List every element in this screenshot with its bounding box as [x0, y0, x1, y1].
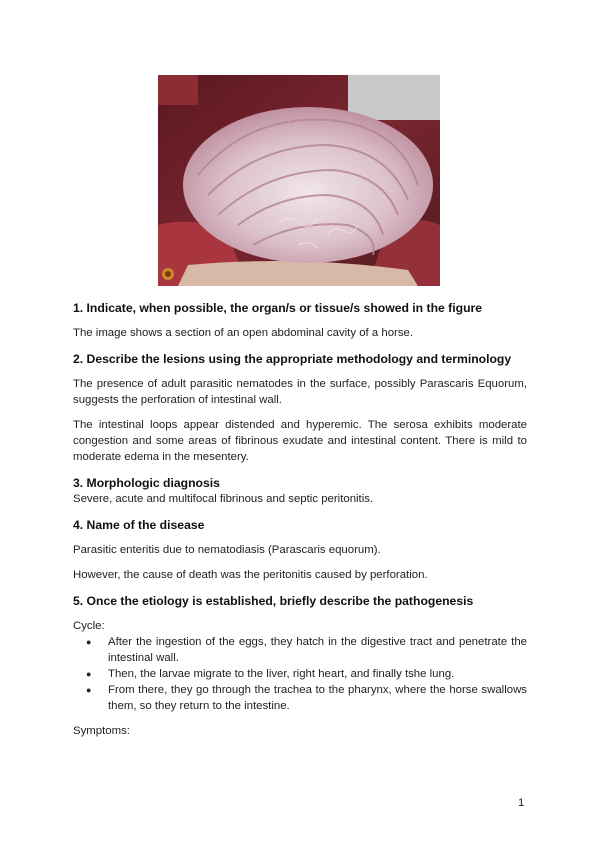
heading-lesions: 2. Describe the lesions using the appropriate methodology and terminology [73, 352, 512, 366]
disease-name-text: Parasitic enteritis due to nematodiasis (Parascaris equorum). [73, 544, 381, 556]
morphologic-diagnosis-text: Severe, acute and multifocal fibrinous and septic peritonitis. [73, 493, 374, 505]
page-number: 1 [518, 797, 525, 809]
list-item: ● After the ingestion of the eggs, they hatch in the digestive tract and penetrate the intestinal wall. [108, 634, 527, 666]
abdominal-cavity-photo [158, 75, 440, 286]
list-item: ● From there, they go through the trachea to the pharynx, where the horse swallows them, so they return to the intestine. [108, 682, 527, 714]
symptoms-label: Symptoms: [73, 725, 130, 737]
heading-disease-name: 4. Name of the disease [73, 518, 205, 532]
cause-of-death-text: However, the cause of death was the peritonitis caused by perforation. [73, 569, 428, 581]
lesions-paragraph-2: The intestinal loops appear distended and hyperemic. The serosa exhibits moderate congestion and some areas of fibrinous exudate and intestinal content. There is mild to moderate edema in the mesentery. [73, 419, 527, 463]
document-body [73, 300, 527, 739]
lesions-paragraph-1: The presence of adult parasitic nematodes in the surface, possibly Parascaris Equorum, suggests the perforation of intestinal wall. [73, 378, 527, 406]
cycle-label: Cycle: [73, 620, 105, 632]
organs-answer: The image shows a section of an open abdominal cavity of a horse. [73, 327, 414, 339]
list-item: ● Then, the larvae migrate to the liver, right heart, and finally tshe lung. [108, 666, 527, 682]
heading-pathogenesis: 5. Once the etiology is established, briefly describe the pathogenesis [73, 594, 474, 608]
cycle-list [73, 634, 527, 714]
heading-morphologic-diagnosis: 3. Morphologic diagnosis [73, 476, 220, 490]
heading-organs: 1. Indicate, when possible, the organ/s or tissue/s showed in the figure [73, 301, 483, 315]
